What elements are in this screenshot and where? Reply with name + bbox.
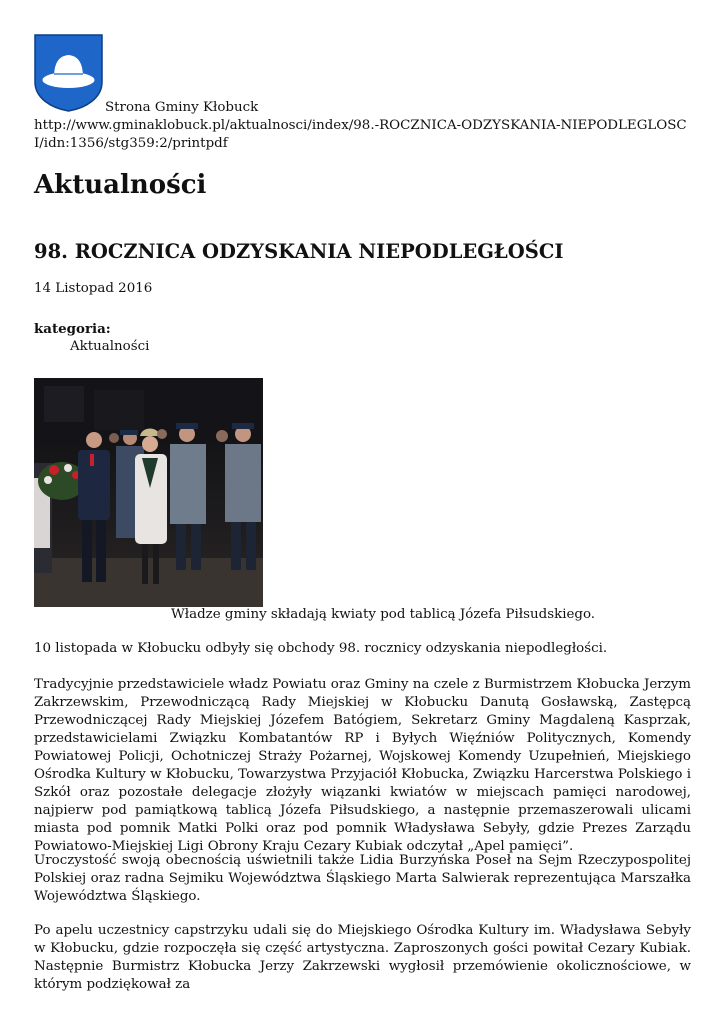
site-name: Strona Gminy Kłobuck: [105, 100, 259, 115]
coat-of-arms-icon: [34, 34, 103, 112]
article-photo: [34, 378, 263, 607]
article-title: 98. ROCZNICA ODZYSKANIA NIEPODLEGŁOŚCI: [34, 240, 564, 263]
article-paragraph: Po apelu uczestnicy capstrzyku udali się do Miejskiego Ośrodka Kultury im. Władysława Sebyły w Kłobucku, gdzie rozpoczęła się część artystyczna. Zaproszonych gości powitał Cezary Kubiak. Następnie Burmistrz Kłobucka Jerzy Zakrzewski wygłosił przemówienie okolicznościowe, w którym podziękował za: [34, 923, 691, 992]
article-date: 14 Listopad 2016: [34, 281, 153, 296]
page-url[interactable]: http://www.gminaklobuck.pl/aktualnosci/index/98.-ROCZNICA-ODZYSKANIA-NIEPODLEGLOSCI/idn:1356/stg359:2/printpdf: [34, 118, 687, 151]
photo-caption: Władze gminy składają kwiaty pod tablicą Józefa Piłsudskiego.: [171, 607, 596, 622]
category-label: kategoria:: [34, 321, 111, 337]
article-paragraph: Uroczystość swoją obecnością uświetnili także Lidia Burzyńska Poseł na Sejm Rzeczypospolitej Polskiej oraz radna Sejmiku Województwa Śląskiego Marta Salwierak reprezentująca Marszałka Województwa Śląskiego.: [34, 853, 691, 904]
article-paragraph: 10 listopada w Kłobucku odbyły się obchody 98. rocznicy odzyskania niepodległości.: [34, 641, 608, 656]
category-value[interactable]: Aktualności: [70, 339, 150, 354]
document-header: [34, 34, 691, 150]
article-paragraph: Tradycyjnie przedstawiciele władz Powiatu oraz Gminy na czele z Burmistrzem Kłobucka Jerzym Zakrzewskim, Przewodniczącą Rady Miejskiej w Kłobucku Danutą Gosławską, Zastępcą Przewodniczącej Rady Miejskiej Józefem Batógiem, Sekretarz Gminy Magdaleną Kasprzak, przedstawicielami Związku Kombatantów RP i Byłych Więźniów Politycznych, Komendy Powiatowej Policji, Ochotniczej Straży Pożarnej, Wojskowej Komendy Uzupełnień, Miejskiego Ośrodka Kultury w Kłobucku, Towarzystwa Przyjaciół Kłobucka, Związku Harcerstwa Polskiego i Szkół oraz pozostałe delegacje złożyły wiązanki kwiatów w miejscach pamięci narodowej, najpierw pod pamiątkową tablicą Józefa Piłsudskiego, a następnie przemaszerowali ulicami miasta pod pomnik Matki Polki oraz pod pomnik Władysława Sebyły, gdzie Prezes Zarządu Powiatowo-Miejskiej Ligi Obrony Kraju Cezary Kubiak odczytał „Apel pamięci”.: [34, 677, 691, 854]
header-block: [34, 34, 691, 150]
section-title: Aktualności: [34, 170, 207, 200]
